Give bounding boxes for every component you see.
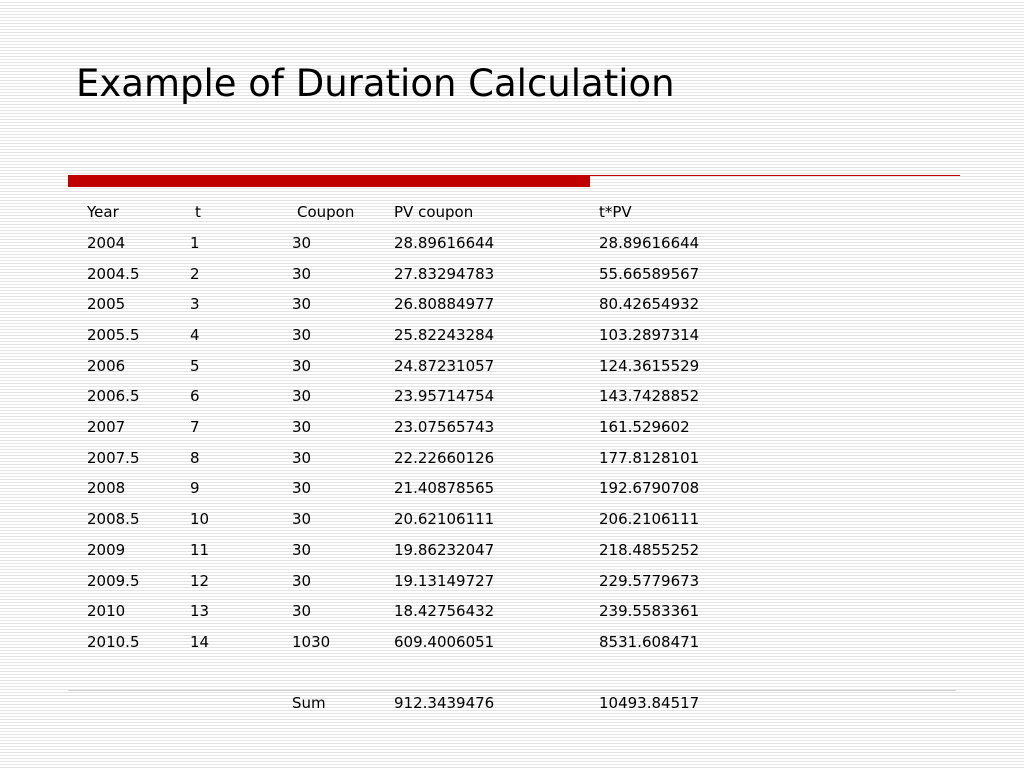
cell-t-pv: 124.3615529 [599,357,700,375]
cell-t: 9 [190,479,200,497]
cell-pv-coupon: 27.83294783 [394,265,495,283]
cell-pv-coupon: 23.07565743 [394,418,495,436]
cell-t-pv: 206.2106111 [599,510,700,528]
table-row [0,352,1024,380]
cell-t: 13 [190,602,210,620]
cell-pv-coupon: 19.13149727 [394,572,495,590]
cell-year: 2008.5 [87,510,140,528]
cell-year: 2005.5 [87,326,140,344]
sum-label: Sum [292,694,326,712]
cell-pv-coupon: 24.87231057 [394,357,495,375]
cell-pv-coupon: 23.95714754 [394,387,495,405]
table-sum-row [0,689,1024,717]
cell-year: 2006 [87,357,126,375]
cell-coupon: 30 [292,510,312,528]
cell-year: 2004 [87,234,126,252]
cell-pv-coupon: 18.42756432 [394,602,495,620]
cell-coupon: 30 [292,418,312,436]
table-header-row [0,198,1024,226]
cell-pv-coupon: 26.80884977 [394,295,495,313]
cell-t-pv: 103.2897314 [599,326,700,344]
cell-year: 2005 [87,295,126,313]
cell-t: 8 [190,449,200,467]
cell-coupon: 30 [292,357,312,375]
table-row [0,382,1024,410]
header-t-pv: t*PV [599,203,632,221]
cell-t: 10 [190,510,210,528]
cell-t-pv: 177.8128101 [599,449,700,467]
cell-year: 2007.5 [87,449,140,467]
header-t: t [195,203,201,221]
cell-coupon: 30 [292,265,312,283]
cell-year: 2006.5 [87,387,140,405]
table-row [0,628,1024,656]
cell-coupon: 30 [292,326,312,344]
cell-pv-coupon: 22.22660126 [394,449,495,467]
cell-coupon: 30 [292,449,312,467]
cell-t: 4 [190,326,200,344]
cell-pv-coupon: 609.4006051 [394,633,495,651]
cell-t-pv: 218.4855252 [599,541,700,559]
cell-t-pv: 239.5583361 [599,602,700,620]
table-row [0,567,1024,595]
table-row [0,597,1024,625]
cell-t-pv: 161.529602 [599,418,690,436]
table-row [0,290,1024,318]
cell-year: 2009 [87,541,126,559]
cell-coupon: 30 [292,387,312,405]
cell-t-pv: 55.66589567 [599,265,700,283]
cell-t: 5 [190,357,200,375]
cell-pv-coupon: 28.89616644 [394,234,495,252]
cell-year: 2010 [87,602,126,620]
header-pv-coupon: PV coupon [394,203,474,221]
cell-t: 14 [190,633,210,651]
cell-coupon: 1030 [292,633,331,651]
header-year: Year [87,203,119,221]
cell-t: 7 [190,418,200,436]
cell-year: 2010.5 [87,633,140,651]
slide-title: Example of Duration Calculation [76,62,675,105]
table-row [0,474,1024,502]
cell-pv-coupon: 19.86232047 [394,541,495,559]
cell-t: 1 [190,234,200,252]
cell-t-pv: 143.7428852 [599,387,700,405]
cell-pv-coupon: 21.40878565 [394,479,495,497]
cell-coupon: 30 [292,295,312,313]
cell-year: 2007 [87,418,126,436]
table-row [0,321,1024,349]
cell-t: 11 [190,541,210,559]
cell-year: 2009.5 [87,572,140,590]
cell-t: 6 [190,387,200,405]
table-row [0,413,1024,441]
table-row [0,444,1024,472]
sum-t-pv: 10493.84517 [599,694,700,712]
header-coupon: Coupon [297,203,355,221]
cell-coupon: 30 [292,572,312,590]
cell-t: 2 [190,265,200,283]
table-row [0,536,1024,564]
cell-t-pv: 229.5779673 [599,572,700,590]
cell-t: 3 [190,295,200,313]
sum-pv-coupon: 912.3439476 [394,694,495,712]
table-row [0,260,1024,288]
cell-t-pv: 28.89616644 [599,234,700,252]
cell-coupon: 30 [292,234,312,252]
cell-coupon: 30 [292,541,312,559]
cell-t: 12 [190,572,210,590]
cell-coupon: 30 [292,602,312,620]
cell-pv-coupon: 25.82243284 [394,326,495,344]
table-row [0,505,1024,533]
table-row [0,229,1024,257]
cell-t-pv: 80.42654932 [599,295,700,313]
cell-year: 2008 [87,479,126,497]
cell-t-pv: 192.6790708 [599,479,700,497]
cell-pv-coupon: 20.62106111 [394,510,495,528]
cell-coupon: 30 [292,479,312,497]
cell-t-pv: 8531.608471 [599,633,700,651]
cell-year: 2004.5 [87,265,140,283]
